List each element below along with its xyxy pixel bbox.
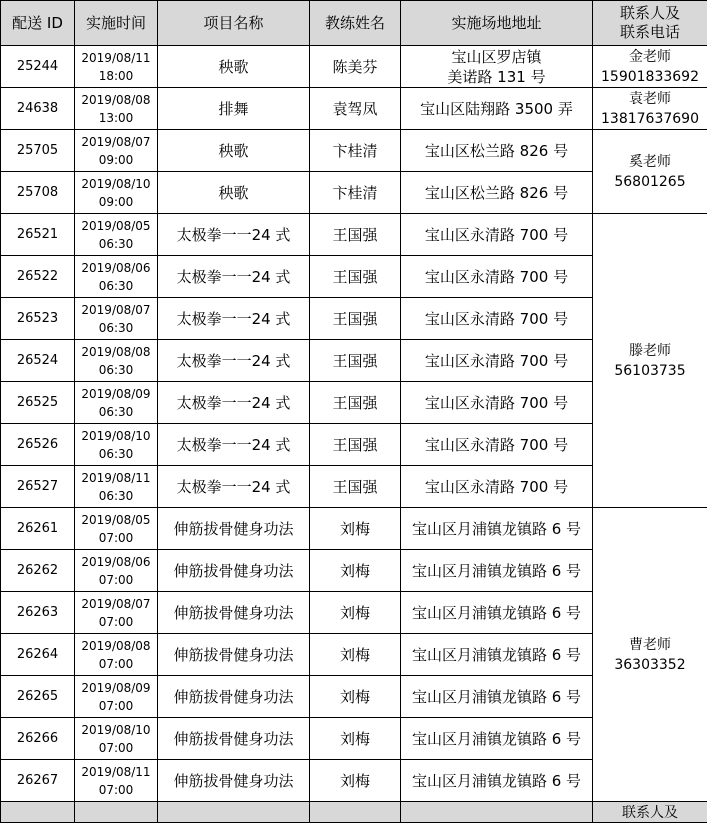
cell-id: 26526 (1, 424, 75, 466)
contact-phone: 15901833692 (593, 67, 707, 87)
cell-project: 秧歌 (158, 172, 310, 214)
cell-id: 26262 (1, 550, 75, 592)
cell-coach: 袁驾凤 (310, 88, 401, 130)
cell-clock: 09:00 (75, 151, 157, 169)
cell-clock: 06:30 (75, 319, 157, 337)
cell-address-block (401, 172, 593, 214)
header-address: 实施场地地址 (401, 1, 593, 46)
table-body (1, 46, 707, 802)
cell-coach: 王国强 (310, 256, 401, 298)
header-id: 配送 ID (1, 1, 75, 46)
contact-name: 滕老师 (593, 341, 707, 361)
cell-clock: 07:00 (75, 781, 157, 799)
cell-coach: 刘梅 (310, 760, 401, 802)
cell-address: 宝山区永清路 700 号 (401, 225, 592, 245)
cell-address: 宝山区永清路 700 号 (401, 309, 592, 329)
contact-phone: 13817637690 (593, 109, 707, 129)
header-contact-line1: 联系人及 (593, 4, 707, 23)
cell-time (75, 634, 158, 676)
cell-id: 26521 (1, 214, 75, 256)
cell-project: 太极拳一一24 式 (158, 466, 310, 508)
cell-project: 伸筋拔骨健身功法 (158, 676, 310, 718)
cell-project: 排舞 (158, 88, 310, 130)
cell-address-block (401, 214, 593, 256)
footer-cell (401, 802, 593, 823)
cell-date: 2019/08/07 (75, 133, 157, 151)
cell-address-block (401, 634, 593, 676)
cell-date: 2019/08/07 (75, 301, 157, 319)
cell-coach: 刘梅 (310, 676, 401, 718)
header-time: 实施时间 (75, 1, 158, 46)
cell-date: 2019/08/09 (75, 385, 157, 403)
cell-id: 26524 (1, 340, 75, 382)
table-row (1, 508, 707, 550)
cell-time (75, 508, 158, 550)
cell-address: 宝山区月浦镇龙镇路 6 号 (401, 519, 592, 539)
cell-address-line2: 美诺路 131 号 (401, 67, 592, 87)
cell-project: 太极拳一一24 式 (158, 214, 310, 256)
cell-time (75, 172, 158, 214)
cell-coach: 王国强 (310, 214, 401, 256)
header-contact (593, 1, 707, 46)
cell-time (75, 466, 158, 508)
cell-id: 26523 (1, 298, 75, 340)
cell-project: 太极拳一一24 式 (158, 424, 310, 466)
cell-address: 宝山区永清路 700 号 (401, 351, 592, 371)
cell-address-block (401, 298, 593, 340)
cell-contact (593, 214, 707, 508)
cell-project: 伸筋拔骨健身功法 (158, 550, 310, 592)
footer-cell (1, 802, 75, 823)
cell-date: 2019/08/06 (75, 553, 157, 571)
cell-coach: 王国强 (310, 466, 401, 508)
cell-address-block (401, 676, 593, 718)
cell-time (75, 718, 158, 760)
cell-project: 太极拳一一24 式 (158, 256, 310, 298)
header-project: 项目名称 (158, 1, 310, 46)
cell-id: 26266 (1, 718, 75, 760)
cell-address: 宝山区永清路 700 号 (401, 435, 592, 455)
cell-clock: 09:00 (75, 193, 157, 211)
cell-date: 2019/08/08 (75, 343, 157, 361)
cell-id: 25705 (1, 130, 75, 172)
cell-time (75, 424, 158, 466)
cell-address-block (401, 256, 593, 298)
cell-project: 伸筋拔骨健身功法 (158, 760, 310, 802)
cell-coach: 王国强 (310, 298, 401, 340)
cell-date: 2019/08/11 (75, 763, 157, 781)
cell-clock: 07:00 (75, 613, 157, 631)
cell-time (75, 760, 158, 802)
cell-id: 26525 (1, 382, 75, 424)
cell-coach: 刘梅 (310, 550, 401, 592)
cell-address-block (401, 130, 593, 172)
cell-id: 26522 (1, 256, 75, 298)
cell-coach: 刘梅 (310, 592, 401, 634)
cell-address: 宝山区月浦镇龙镇路 6 号 (401, 729, 592, 749)
contact-phone: 36303352 (593, 655, 707, 675)
cell-project: 伸筋拔骨健身功法 (158, 508, 310, 550)
cell-date: 2019/08/08 (75, 91, 157, 109)
table-row (1, 46, 707, 88)
cell-address-line1: 宝山区罗店镇 (401, 47, 592, 67)
cell-id: 25708 (1, 172, 75, 214)
table-row (1, 214, 707, 256)
footer-cell (75, 802, 158, 823)
cell-clock: 06:30 (75, 445, 157, 463)
cell-address: 宝山区永清路 700 号 (401, 267, 592, 287)
cell-address-block (401, 550, 593, 592)
cell-project: 秧歌 (158, 46, 310, 88)
cell-clock: 07:00 (75, 571, 157, 589)
cell-address-block (401, 382, 593, 424)
cell-id: 25244 (1, 46, 75, 88)
contact-name: 袁老师 (593, 89, 707, 109)
cell-contact (593, 130, 707, 214)
cell-date: 2019/08/09 (75, 679, 157, 697)
cell-coach: 卞桂清 (310, 172, 401, 214)
footer-cell (310, 802, 401, 823)
cell-coach: 王国强 (310, 424, 401, 466)
cell-address: 宝山区松兰路 826 号 (401, 183, 592, 203)
cell-clock: 07:00 (75, 739, 157, 757)
cell-clock: 06:30 (75, 403, 157, 421)
contact-phone: 56801265 (593, 172, 707, 192)
cell-coach: 刘梅 (310, 718, 401, 760)
footer-contact-partial: 联系人及 (593, 802, 707, 823)
cell-time (75, 214, 158, 256)
cell-id: 26263 (1, 592, 75, 634)
header-row (1, 1, 707, 46)
contact-name: 金老师 (593, 47, 707, 67)
header-coach: 教练姓名 (310, 1, 401, 46)
cell-address-block (401, 760, 593, 802)
cell-time (75, 382, 158, 424)
cell-id: 26267 (1, 760, 75, 802)
cell-contact (593, 508, 707, 802)
contact-name: 奚老师 (593, 152, 707, 172)
cell-date: 2019/08/05 (75, 217, 157, 235)
cell-contact (593, 88, 707, 130)
cell-id: 26261 (1, 508, 75, 550)
cell-coach: 刘梅 (310, 634, 401, 676)
footer-cell (158, 802, 310, 823)
cell-time (75, 88, 158, 130)
cell-address-block (401, 340, 593, 382)
cell-time (75, 550, 158, 592)
cell-coach: 卞桂清 (310, 130, 401, 172)
cell-coach: 陈美芬 (310, 46, 401, 88)
cell-address-block (401, 718, 593, 760)
cell-time (75, 256, 158, 298)
cell-address: 宝山区月浦镇龙镇路 6 号 (401, 771, 592, 791)
cell-id: 26265 (1, 676, 75, 718)
cell-date: 2019/08/08 (75, 637, 157, 655)
cell-project: 伸筋拔骨健身功法 (158, 634, 310, 676)
cell-address-block (401, 592, 593, 634)
cell-address: 宝山区月浦镇龙镇路 6 号 (401, 603, 592, 623)
cell-id: 26527 (1, 466, 75, 508)
cell-address: 宝山区松兰路 826 号 (401, 141, 592, 161)
cell-address: 宝山区月浦镇龙镇路 6 号 (401, 561, 592, 581)
cell-clock: 07:00 (75, 655, 157, 673)
cell-time (75, 130, 158, 172)
cell-project: 太极拳一一24 式 (158, 382, 310, 424)
cell-address: 宝山区月浦镇龙镇路 6 号 (401, 687, 592, 707)
cell-id: 26264 (1, 634, 75, 676)
cell-clock: 07:00 (75, 529, 157, 547)
cell-time (75, 340, 158, 382)
cell-address-block (401, 508, 593, 550)
cell-id: 24638 (1, 88, 75, 130)
cell-coach: 王国强 (310, 382, 401, 424)
cell-date: 2019/08/10 (75, 721, 157, 739)
cell-clock: 07:00 (75, 697, 157, 715)
cell-clock: 06:30 (75, 487, 157, 505)
cell-clock: 18:00 (75, 67, 157, 85)
cell-coach: 王国强 (310, 340, 401, 382)
cell-clock: 06:30 (75, 277, 157, 295)
cell-date: 2019/08/05 (75, 511, 157, 529)
cell-clock: 13:00 (75, 109, 157, 127)
cell-address-block (401, 424, 593, 466)
header-contact-line2: 联系电话 (593, 23, 707, 42)
cell-project: 太极拳一一24 式 (158, 298, 310, 340)
cell-project: 伸筋拔骨健身功法 (158, 592, 310, 634)
footer-row (1, 802, 707, 823)
cell-time (75, 592, 158, 634)
cell-clock: 06:30 (75, 235, 157, 253)
table-row (1, 88, 707, 130)
cell-coach: 刘梅 (310, 508, 401, 550)
cell-date: 2019/08/06 (75, 259, 157, 277)
cell-project: 秧歌 (158, 130, 310, 172)
cell-project: 伸筋拔骨健身功法 (158, 718, 310, 760)
cell-address: 宝山区永清路 700 号 (401, 393, 592, 413)
cell-clock: 06:30 (75, 361, 157, 379)
cell-date: 2019/08/11 (75, 49, 157, 67)
cell-date: 2019/08/10 (75, 175, 157, 193)
cell-date: 2019/08/11 (75, 469, 157, 487)
cell-address-block (401, 46, 593, 88)
cell-date: 2019/08/10 (75, 427, 157, 445)
cell-time (75, 46, 158, 88)
cell-address-block (401, 88, 593, 130)
cell-date: 2019/08/07 (75, 595, 157, 613)
cell-address: 宝山区月浦镇龙镇路 6 号 (401, 645, 592, 665)
cell-contact (593, 46, 707, 88)
cell-time (75, 298, 158, 340)
contact-phone: 56103735 (593, 361, 707, 381)
cell-time (75, 676, 158, 718)
cell-address-block (401, 466, 593, 508)
table-row (1, 130, 707, 172)
cell-address: 宝山区陆翔路 3500 弄 (401, 99, 592, 119)
cell-address: 宝山区永清路 700 号 (401, 477, 592, 497)
contact-name: 曹老师 (593, 635, 707, 655)
cell-project: 太极拳一一24 式 (158, 340, 310, 382)
